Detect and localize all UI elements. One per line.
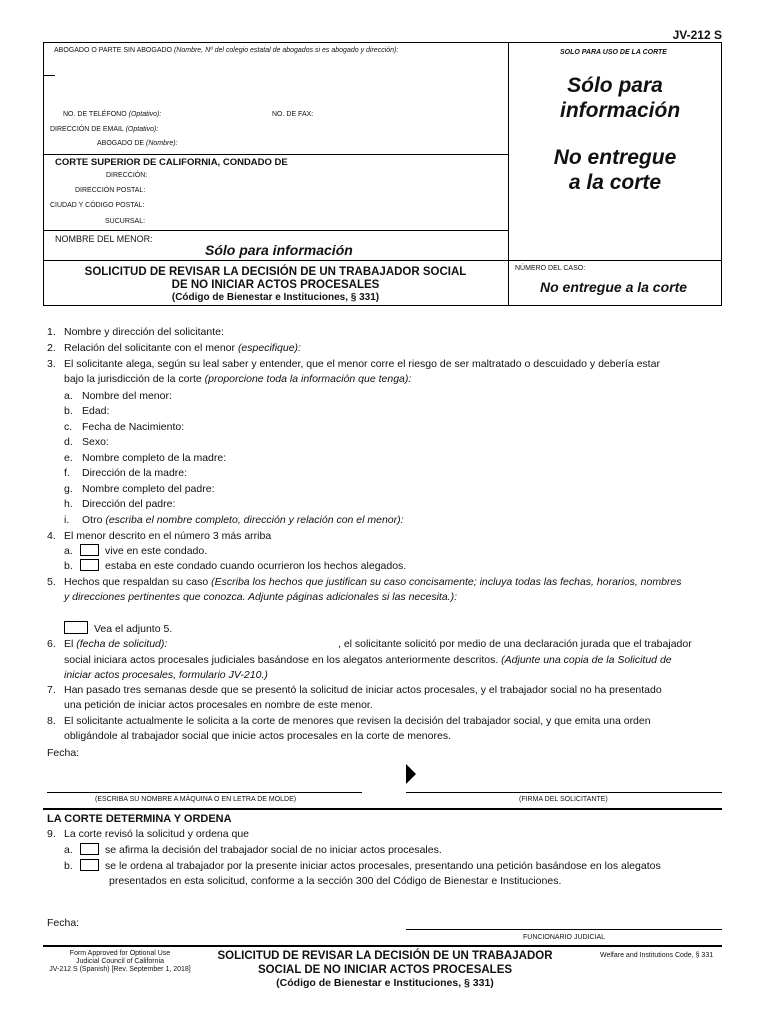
signature-label: (FIRMA DEL SOLICITANTE) [519,796,608,803]
item-4a: a. vive en este condado. [64,545,208,557]
item-2-num: 2. [47,342,56,354]
footer-approved: Form Approved for Optional Use Judicial Council of California JV-212 S (Spanish) [Rev. September 1, 2018] [49,950,191,973]
item-3b: b. Edad: [64,405,110,417]
form-title-2: DE NO INICIAR ACTOS PROCESALES [171,279,380,291]
stamp-info: Sólo para información [560,74,681,122]
date-label: Fecha: [47,747,80,759]
form-title-1: SOLICITUD DE REVISAR LA DECISIÓN DE UN TRABAJADOR SOCIAL [84,266,467,278]
item-4-num: 4. [47,530,56,542]
checkbox-9b[interactable] [80,859,99,871]
item-3e: e. Nombre completo de la madre: [64,452,227,464]
item-6-text-c: social iniciara actos procesales judiciales basándose en los alegatos anteriormente descritos. (Adjunte una copia de la Solicitud de [64,654,672,666]
item-9-text: La corte revisó la solicitud y ordena que [64,828,250,840]
attachment-5: Vea el adjunto 5. [64,621,172,638]
email-label: DIRECCIÓN DE EMAIL (Optativo): [50,126,159,133]
date-label-2: Fecha: [47,917,80,929]
item-6-text-a: El (fecha de solicitud): [64,638,168,650]
item-3i: i. Otro (escriba el nombre completo, dirección y relación con el menor): [64,514,404,526]
item-6-text-d: iniciar actos procesales, formulario JV-210.) [64,669,268,681]
stamp-no-deliver: No entregue a la corte [553,146,677,194]
item-3-text-2: bajo la jurisdicción de la corte (proporcione toda la información que tenga): [64,373,412,385]
item-5-num: 5. [47,576,56,588]
item-2-text: Relación del solicitante con el menor (especifique): [64,342,301,354]
attorney-label: ABOGADO O PARTE SIN ABOGADO (Nombre, Nº del colegio estatal de abogados si es abogado y dirección): [54,47,399,54]
case-number-label: NÚMERO DEL CASO: [515,265,586,272]
footer-code-ref: Welfare and Institutions Code, § 331 [600,952,714,959]
item-7-text-2: una petición de iniciar actos procesales en nombre de este menor. [64,699,373,711]
item-5-text-2: y direcciones pertinentes que conozca. Adjunte páginas adicionales si las necesita.): [64,591,458,603]
checkbox-attach-5[interactable] [64,621,88,634]
judicial-officer-label: FUNCIONARIO JUDICIAL [523,934,606,941]
checkbox-4b[interactable] [80,559,99,571]
item-6-text-b: , el solicitante solicitó por medio de una declaración jurada que el trabajador [338,638,692,650]
minor-name-value: Sólo para información [205,242,353,258]
checkbox-9a[interactable] [80,843,99,855]
item-6-num: 6. [47,638,56,650]
form-title-3: (Código de Bienestar e Instituciones, § 331) [171,292,380,303]
item-3-num: 3. [47,358,56,370]
court-title: CORTE SUPERIOR DE CALIFORNIA, CONDADO DE [55,157,288,168]
print-name-label: (ESCRIBA SU NOMBRE A MÁQUINA O EN LETRA DE MOLDE) [95,796,297,803]
mailing-label: DIRECCIÓN POSTAL: [75,187,146,194]
street-label: DIRECCIÓN: [106,172,148,179]
court-orders-title: LA CORTE DETERMINA Y ORDENA [47,813,232,825]
item-8-text: El solicitante actualmente le solicita a la corte de menores que revisen la decisión del trabajador social, y que emita una orden [64,715,651,727]
item-4b: b. estaba en este condado cuando ocurrieron los hechos alegados. [64,560,407,572]
item-3d: d. Sexo: [64,436,109,448]
item-3g: g. Nombre completo del padre: [64,483,215,495]
city-label: CIUDAD Y CÓDIGO POSTAL: [50,202,145,209]
signature-arrow-icon [406,764,416,784]
item-9-num: 9. [47,828,56,840]
court-use-label: SOLO PARA USO DE LA CORTE [560,49,667,56]
item-3-text: El solicitante alega, según su leal saber y entender, que el menor corre el riesgo de ser maltratado o descuidado y debería estar [64,358,660,370]
item-1-num: 1. [47,326,56,338]
item-1-text: Nombre y dirección del solicitante: [64,326,224,338]
fax-label: NO. DE FAX: [272,111,314,118]
attorney-for-label: ABOGADO DE (Nombre): [97,140,178,147]
footer-title: SOLICITUD DE REVISAR LA DECISIÓN DE UN TRABAJADOR SOCIAL DE NO INICIAR ACTOS PROCESALES (Código de Bienestar e Instituciones, § 331) [217,950,553,989]
item-3c: c. Fecha de Nacimiento: [64,421,185,433]
item-7-text: Han pasado tres semanas desde que se presentó la solicitud de iniciar actos procesales, y el trabajador social no ha presentado [64,684,662,696]
item-9b: b. se le ordena al trabajador por la presente iniciar actos procesales, presentando una petición basándose en los alegatos [64,860,661,872]
item-9a: a. se afirma la decisión del trabajador social de no iniciar actos procesales. [64,844,442,856]
minor-name-label: NOMBRE DEL MENOR: [55,234,153,244]
case-number-value: No entregue a la corte [540,279,688,295]
item-7-num: 7. [47,684,56,696]
item-3a: a. Nombre del menor: [64,390,172,402]
item-8-num: 8. [47,715,56,727]
item-5-text: Hechos que respaldan su caso (Escriba los hechos que justifican su caso concisamente; incluya todas las fechas, horarios, nombres [64,576,682,588]
item-8-text-2: obligándole al trabajador social que inicie actos procesales en la corte de menores. [64,730,451,742]
item-3h: h. Dirección del padre: [64,498,176,510]
branch-label: SUCURSAL: [105,218,146,225]
checkbox-4a[interactable] [80,544,99,556]
phone-label: NO. DE TELÉFONO (Optativo): [63,111,162,118]
item-9b-text-2: presentados en esta solicitud, conforme a la sección 300 del Código de Bienestar e Instituciones. [109,875,562,887]
form-number: JV-212 S [672,28,722,42]
item-3f: f. Dirección de la madre: [64,467,188,479]
item-4-text: El menor descrito en el número 3 más arriba [64,530,272,542]
